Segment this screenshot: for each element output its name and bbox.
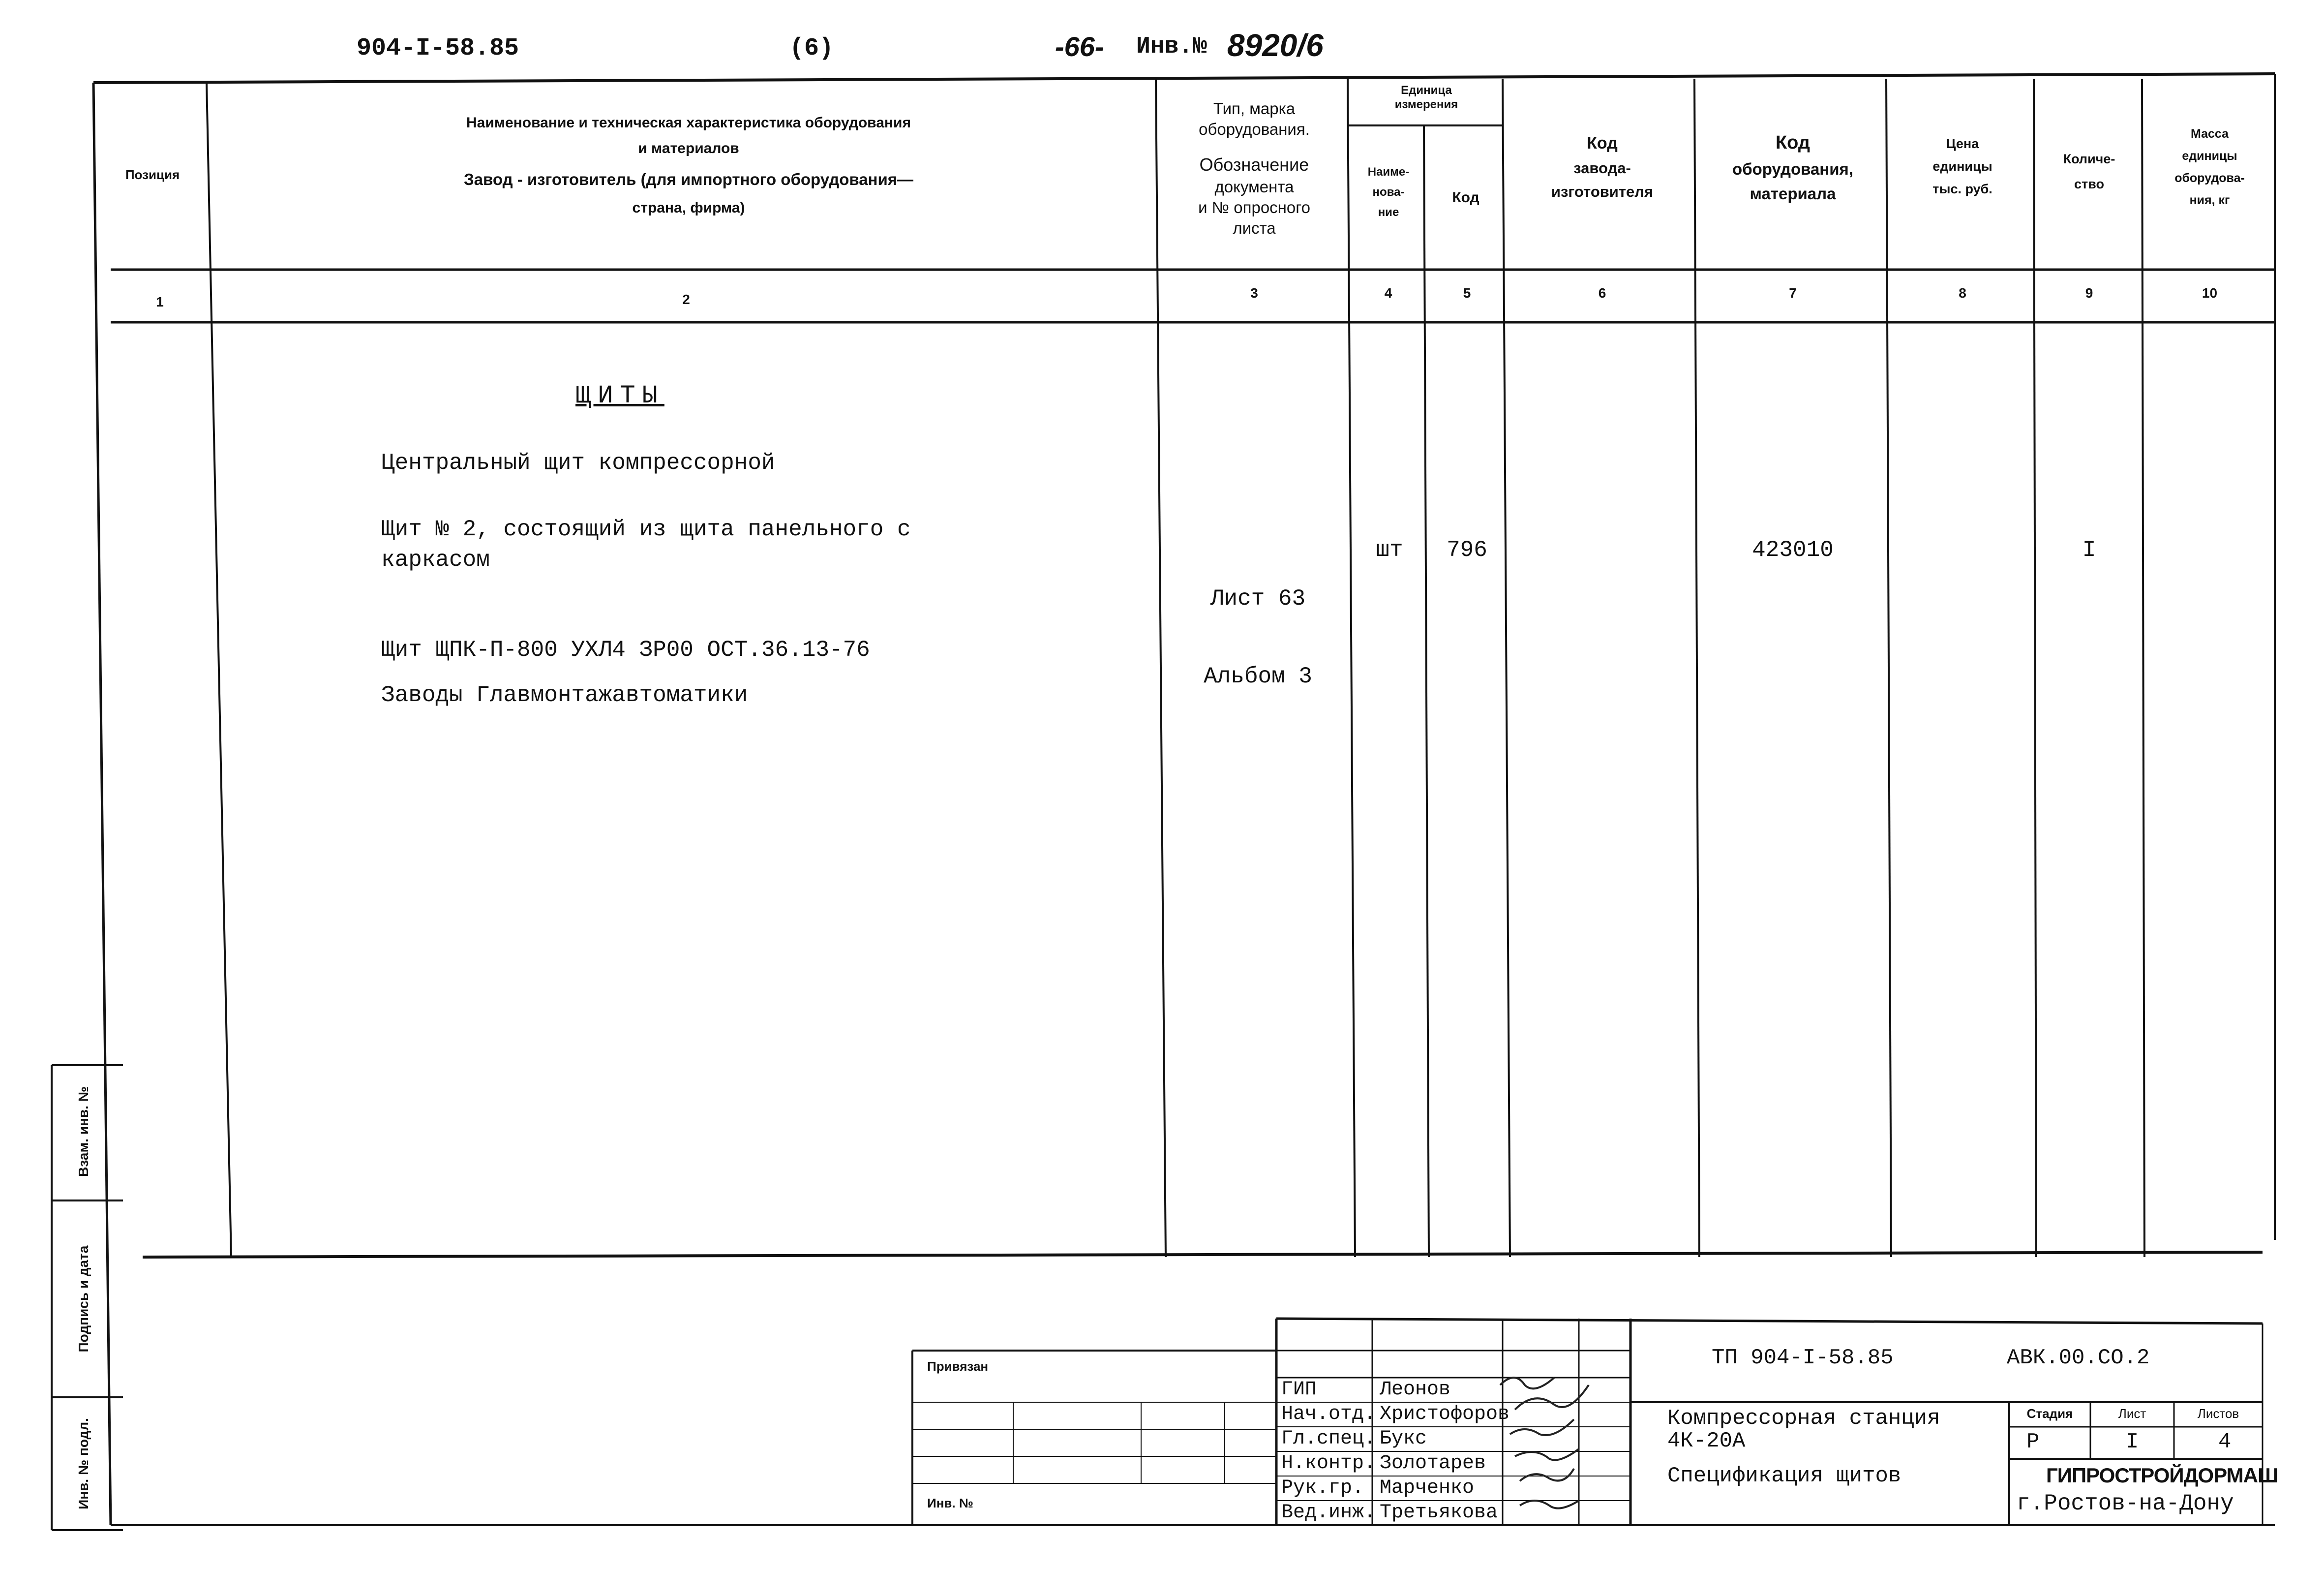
header-position: Позиция — [125, 167, 180, 182]
signer-role: Гл.спец. — [1281, 1428, 1376, 1450]
header-type-line1: Тип, марка — [1213, 99, 1296, 118]
col-number-4: 4 — [1384, 285, 1392, 301]
organization-city: г.Ростов-на-Дону — [2017, 1491, 2234, 1516]
object-line2: 4К-20А — [1667, 1429, 1746, 1453]
privyazan-inv-label: Инв. № — [927, 1496, 973, 1510]
signer-names — [1380, 1378, 1509, 1525]
header-equipment-code-line3: материала — [1750, 184, 1836, 203]
col-number-2: 2 — [682, 292, 690, 307]
header-type-line4: документа — [1214, 177, 1294, 196]
item-equipment-code: 423010 — [1752, 537, 1834, 563]
header-unit-name-line3: ние — [1378, 205, 1399, 219]
col-number-3: 3 — [1250, 285, 1258, 301]
header-unit-name-line2: нова- — [1372, 185, 1405, 199]
document-title: Спецификация щитов — [1667, 1464, 1901, 1488]
header-factory-code-line3: изготовителя — [1551, 183, 1654, 200]
header-type — [1161, 98, 1348, 239]
sheet-value: I — [2125, 1430, 2139, 1454]
sheets-value: 4 — [2218, 1430, 2232, 1454]
signer-role: Н.контр. — [1281, 1452, 1376, 1475]
item-board-spec: Щит ЩПК-П-800 УХЛ4 ЗР00 ОСТ.36.13-76 — [381, 637, 870, 663]
header-mass — [2144, 123, 2275, 212]
sheet-code: АВК.00.СО.2 — [2007, 1346, 2150, 1370]
header-price-line2: единицы — [1932, 158, 1992, 174]
doc-number: (6) — [789, 34, 834, 62]
signer-name: Леонов — [1380, 1379, 1451, 1401]
header-price-line3: тыс. руб. — [1932, 181, 1992, 196]
header-unit-name-line1: Наиме- — [1367, 165, 1410, 179]
sheet-label: Лист — [2118, 1406, 2146, 1421]
signer-role: Вед.инж. — [1281, 1502, 1376, 1524]
page-mark: -66- — [1055, 31, 1104, 62]
margin-inv-original: Инв. № подл. — [76, 1418, 91, 1509]
margin-replace-inv: Взам. инв. № — [76, 1086, 91, 1177]
header-mass-line4: ния, кг — [2189, 193, 2230, 207]
col-number-6: 6 — [1598, 285, 1606, 301]
item-doc-album: Альбом 3 — [1204, 664, 1312, 690]
signer-role: Нач.отд. — [1281, 1403, 1376, 1425]
header-mass-line3: оборудова- — [2174, 171, 2245, 185]
header-factory-code — [1510, 130, 1694, 204]
header-quantity — [2036, 147, 2142, 197]
header-factory-code-line1: Код — [1587, 134, 1618, 153]
inv-label: Инв.№ — [1136, 33, 1207, 60]
header-unit-line1: Единица — [1401, 84, 1452, 97]
col-number-5: 5 — [1463, 285, 1471, 301]
header-factory-code-line2: завода- — [1573, 159, 1631, 177]
header-name-line2: и материалов — [638, 140, 739, 156]
item-quantity: I — [2082, 537, 2096, 563]
signer-role: Рук.гр. — [1281, 1477, 1364, 1499]
item-board-2-line1: Щит № 2, состоящий из щита панельного с — [381, 517, 911, 542]
item-central-board: Центральный щит компрессорной — [381, 450, 775, 476]
organization: ГИПРОСТРОЙДОРМАШ — [2046, 1464, 2278, 1487]
margin-sign-date: Подпись и дата — [76, 1245, 91, 1353]
header-name-line1: Наименование и техническая характеристика оборудования — [466, 115, 911, 131]
header-type-line6: листа — [1233, 219, 1276, 238]
signer-name: Золотарев — [1380, 1452, 1486, 1475]
stage-value: Р — [2026, 1430, 2040, 1454]
signer-name: Христофоров — [1380, 1403, 1510, 1425]
project-code: ТП 904-I-58.85 — [1712, 1346, 1894, 1370]
header-unit-group — [1350, 84, 1503, 112]
col-number-8: 8 — [1959, 285, 1966, 301]
header-mass-line1: Масса — [2190, 127, 2229, 141]
signer-name: Третьякова — [1380, 1502, 1498, 1524]
header-price — [1891, 133, 2034, 201]
col-number-7: 7 — [1789, 285, 1797, 301]
item-board-2-line2: каркасом — [381, 547, 490, 573]
col-number-1: 1 — [156, 294, 164, 309]
header-name-line4: страна, фирма) — [632, 199, 745, 216]
header-equipment-code — [1699, 129, 1886, 206]
signer-role: ГИП — [1281, 1379, 1317, 1401]
signatures-icon — [1495, 1370, 1623, 1523]
col-number-9: 9 — [2085, 285, 2093, 301]
header-quantity-line1: Количе- — [2063, 152, 2115, 166]
sheets-label: Листов — [2197, 1406, 2239, 1421]
header-equipment-code-line2: оборудования, — [1732, 160, 1853, 178]
header-mass-line2: единицы — [2182, 149, 2237, 163]
header-name-line3: Завод - изготовитель (для импортного оборудования— — [463, 170, 914, 188]
doc-code: 904-I-58.85 — [357, 34, 519, 62]
header-type-line5: и № опросного — [1198, 198, 1310, 216]
header-unit-line2: измерения — [1394, 97, 1458, 111]
header-unit-code: Код — [1452, 189, 1479, 206]
header-type-line2: оборудования. — [1199, 120, 1310, 139]
privyazan-label: Привязан — [927, 1359, 989, 1374]
item-doc-sheet: Лист 63 — [1210, 585, 1306, 612]
signer-roles — [1281, 1378, 1376, 1525]
signer-name: Букс — [1380, 1428, 1427, 1450]
item-manufacturer: Заводы Главмонтажавтоматики — [381, 682, 748, 708]
header-quantity-line2: ство — [2074, 177, 2104, 192]
header-unit-name — [1352, 162, 1425, 222]
col-number-10: 10 — [2202, 285, 2218, 301]
header-name — [226, 112, 1151, 218]
object-name — [1667, 1407, 1940, 1452]
object-line1: Компрессорная станция — [1667, 1406, 1940, 1431]
item-unit-code: 796 — [1447, 537, 1487, 563]
stage-label: Стадия — [2026, 1406, 2073, 1421]
item-unit: шт — [1376, 537, 1403, 563]
item-doc-ref — [1168, 534, 1348, 716]
header-price-line1: Цена — [1946, 136, 1979, 151]
inv-number: 8920/6 — [1227, 28, 1324, 63]
section-title: ЩИТЫ — [575, 381, 664, 410]
header-equipment-code-line1: Код — [1775, 132, 1811, 153]
header-type-line3: Обозначение — [1199, 154, 1309, 175]
signer-name: Марченко — [1380, 1477, 1475, 1499]
